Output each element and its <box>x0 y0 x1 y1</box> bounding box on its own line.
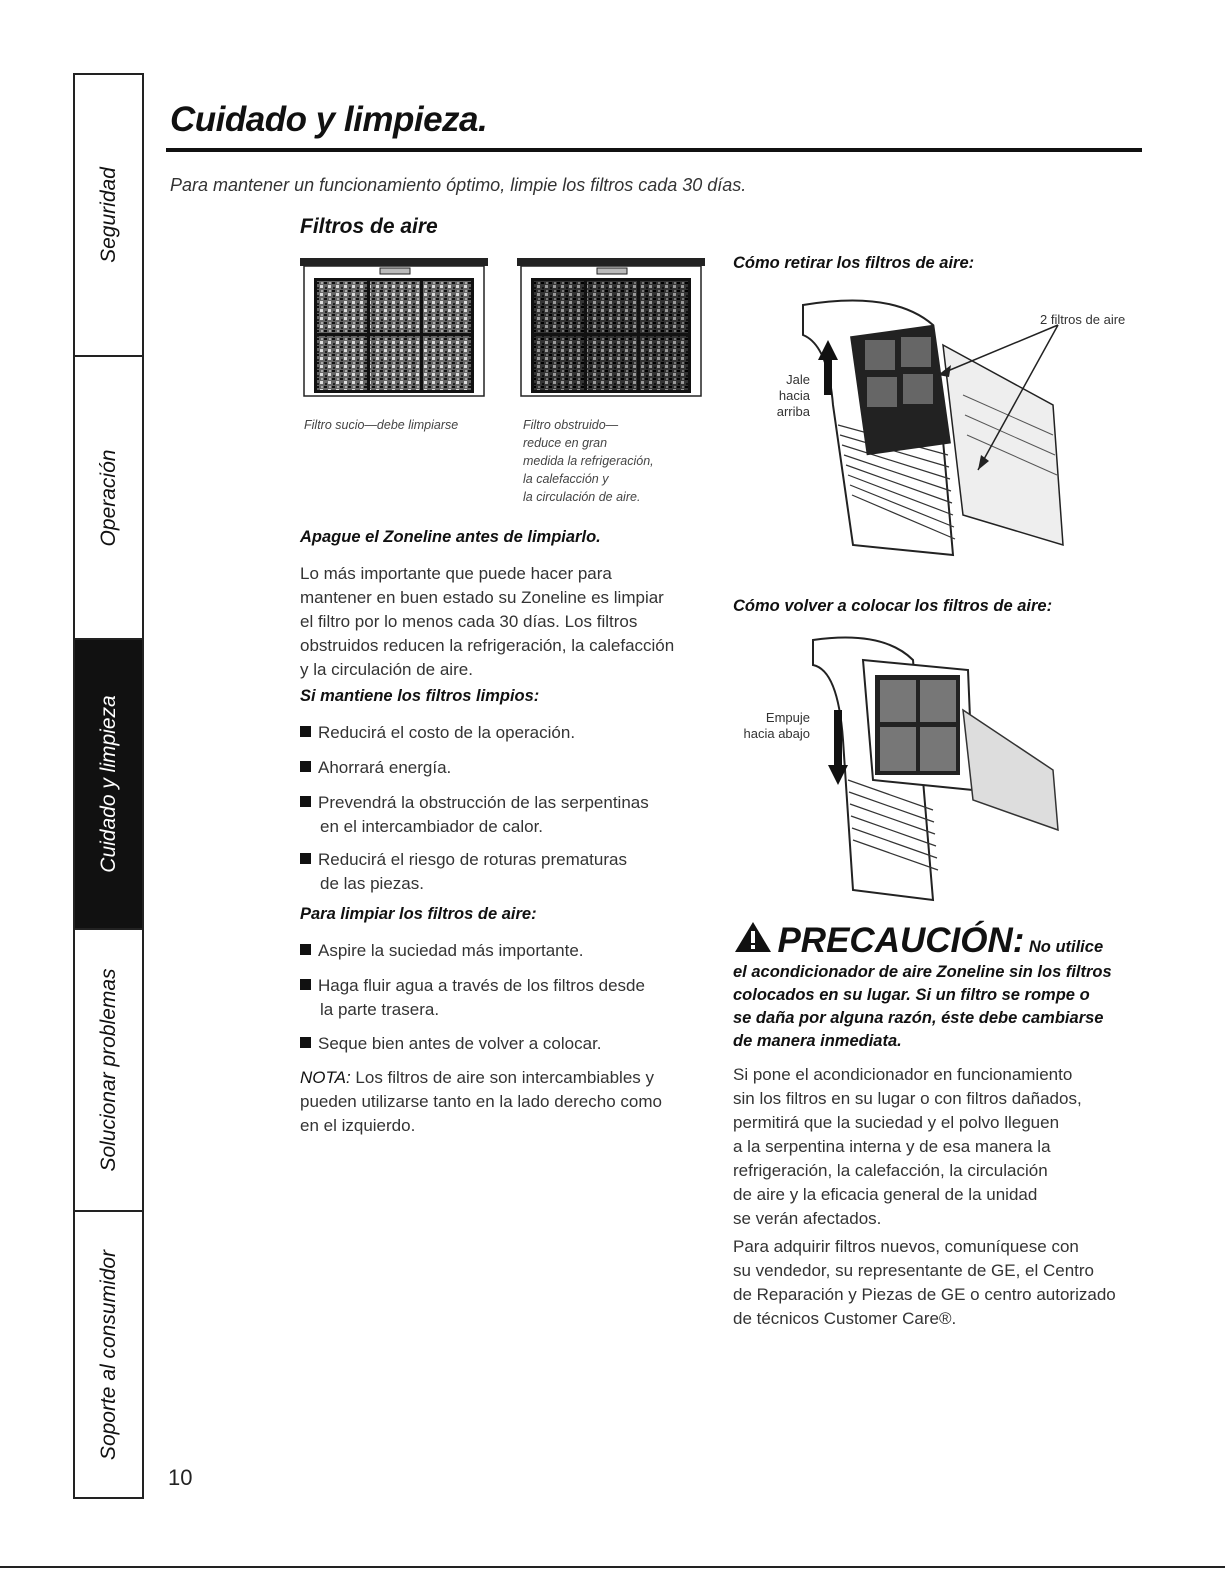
caution-line: el acondicionador de aire Zoneline sin los filtros <box>733 963 1112 981</box>
bullet-item <box>300 939 584 963</box>
caution-title: PRECAUCIÓN: <box>777 921 1025 960</box>
tab-label: Cuidado y limpieza <box>96 695 120 873</box>
bullet-square <box>300 979 311 990</box>
note <box>300 1066 662 1138</box>
bullet-item <box>300 848 627 896</box>
label-line: Jale hacia <box>778 372 810 403</box>
tab-label: Solucionar problemas <box>96 968 120 1172</box>
filters-label: 2 filtros de aire <box>1040 312 1126 327</box>
dirty-filter-caption: Filtro sucio—debe limpiarse <box>304 418 459 432</box>
note-line: en el izquierdo. <box>300 1116 416 1135</box>
caution-line: de manera inmediata. <box>733 1032 902 1050</box>
body-line: refrigeración, la calefacción, la circulación <box>733 1161 1048 1180</box>
body-line: a la serpentina interna y de esa manera la <box>733 1137 1051 1156</box>
section-title: Filtros de aire <box>300 215 438 238</box>
tab-cuidado-y-limpieza[interactable] <box>75 640 142 930</box>
turn-off-body <box>300 562 674 682</box>
dirty-filter-image <box>300 258 488 398</box>
caption-line: medida la refrigeración, <box>523 454 654 468</box>
label-line: Empuje <box>765 710 810 725</box>
body-line: permitirá que la suciedad y el polvo lleguen <box>733 1113 1060 1132</box>
caution-line: colocados en su lugar. Si un filtro se rompe o <box>733 986 1090 1004</box>
push-down-label <box>742 710 810 742</box>
how-to-clean-heading: Para limpiar los filtros de aire: <box>300 905 537 923</box>
body-line: y la circulación de aire. <box>300 660 473 679</box>
intro-text: Para mantener un funcionamiento óptimo, limpie los filtros cada 30 días. <box>170 175 747 195</box>
body-line: mantener en buen estado su Zoneline es limpiar <box>300 588 664 607</box>
tab-seguridad[interactable] <box>75 75 142 357</box>
bullet-square <box>300 1037 311 1048</box>
bullet-square <box>300 726 311 737</box>
bullet-text: en el intercambiador de calor. <box>320 817 544 836</box>
body-line: el filtro por lo menos cada 30 días. Los filtros <box>300 612 638 631</box>
bullet-item <box>300 1032 602 1056</box>
bullet-square <box>300 944 311 955</box>
caution-header <box>733 920 1103 961</box>
tab-label: Soporte al consumidor <box>96 1249 120 1460</box>
body-line: de técnicos Customer Care®. <box>733 1309 957 1328</box>
tab-operacion[interactable] <box>75 357 142 640</box>
caption-line: Filtro obstruido— <box>523 418 619 432</box>
note-line <box>300 1066 662 1090</box>
tab-soporte-al-consumidor[interactable] <box>75 1212 142 1497</box>
body-line: se verán afectados. <box>733 1209 882 1228</box>
tab-label: Operación <box>96 449 120 546</box>
bullet-item <box>300 756 451 780</box>
bullet-item <box>300 721 575 745</box>
body-line: de Reparación y Piezas de GE o centro autorizado <box>733 1285 1116 1304</box>
bullet-text: la parte trasera. <box>320 1000 440 1019</box>
clean-heading: Si mantiene los filtros limpios: <box>300 687 540 705</box>
pull-up-label <box>752 372 810 420</box>
caption-line: reduce en gran <box>523 436 608 450</box>
caution-paragraph <box>733 1063 1082 1231</box>
page-title: Cuidado y limpieza. <box>170 100 488 139</box>
replace-filters-heading: Cómo volver a colocar los filtros de aire: <box>733 597 1053 615</box>
bullet-item <box>300 974 645 1022</box>
tab-label: Seguridad <box>96 167 120 263</box>
bullet-text: Aspire la suciedad más importante. <box>318 941 584 960</box>
title-rule <box>166 148 1142 152</box>
bullet-text: Seque bien antes de volver a colocar. <box>318 1034 602 1053</box>
warning-icon <box>733 920 773 954</box>
body-line: Lo más importante que puede hacer para <box>300 564 612 583</box>
bullet-text: Reducirá el costo de la operación. <box>318 723 576 742</box>
bullet-text: Reducirá el riesgo de roturas prematuras <box>318 850 627 869</box>
replace-filter-illustration <box>733 630 1113 910</box>
caution-lead: No utilice <box>1028 938 1104 956</box>
bullet-square <box>300 853 311 864</box>
clogged-filter-caption <box>523 416 654 506</box>
caution-line: se daña por alguna razón, éste debe cambiarse <box>733 1009 1104 1027</box>
bullet-text: Haga fluir agua a través de los filtros desde <box>318 976 645 995</box>
purchase-paragraph <box>733 1235 1116 1331</box>
bottom-rule <box>0 1566 1225 1568</box>
caution-text <box>733 961 1112 1053</box>
bullet-item <box>300 791 649 839</box>
label-line: hacia abajo <box>743 726 810 741</box>
bullet-text: Ahorrará energía. <box>318 758 452 777</box>
bullet-text: Prevendrá la obstrucción de las serpentinas <box>318 793 649 812</box>
section-tabs <box>73 73 144 1499</box>
note-text: Los filtros de aire son intercambiables y <box>350 1068 654 1087</box>
label-line: arriba <box>776 404 810 419</box>
page-number: 10 <box>168 1465 193 1490</box>
body-line: Para adquirir filtros nuevos, comuníquese con <box>733 1237 1079 1256</box>
bullet-square <box>300 761 311 772</box>
body-line: de aire y la eficacia general de la unidad <box>733 1185 1038 1204</box>
bullet-square <box>300 796 311 807</box>
turn-off-heading: Apague el Zoneline antes de limpiarlo. <box>300 528 601 546</box>
note-line: pueden utilizarse tanto en la lado derecho como <box>300 1092 662 1111</box>
note-label: NOTA: <box>300 1068 351 1087</box>
caption-line: la circulación de aire. <box>523 490 641 504</box>
body-line: Si pone el acondicionador en funcionamiento <box>733 1065 1073 1084</box>
bullet-text: de las piezas. <box>320 874 424 893</box>
tab-solucionar-problemas[interactable] <box>75 930 142 1212</box>
body-line: obstruidos reducen la refrigeración, la calefacción <box>300 636 675 655</box>
caption-line: la calefacción y <box>523 472 609 486</box>
body-line: sin los filtros en su lugar o con filtros dañados, <box>733 1089 1082 1108</box>
body-line: su vendedor, su representante de GE, el Centro <box>733 1261 1095 1280</box>
remove-filters-heading: Cómo retirar los filtros de aire: <box>733 254 975 272</box>
clogged-filter-image <box>517 258 705 398</box>
